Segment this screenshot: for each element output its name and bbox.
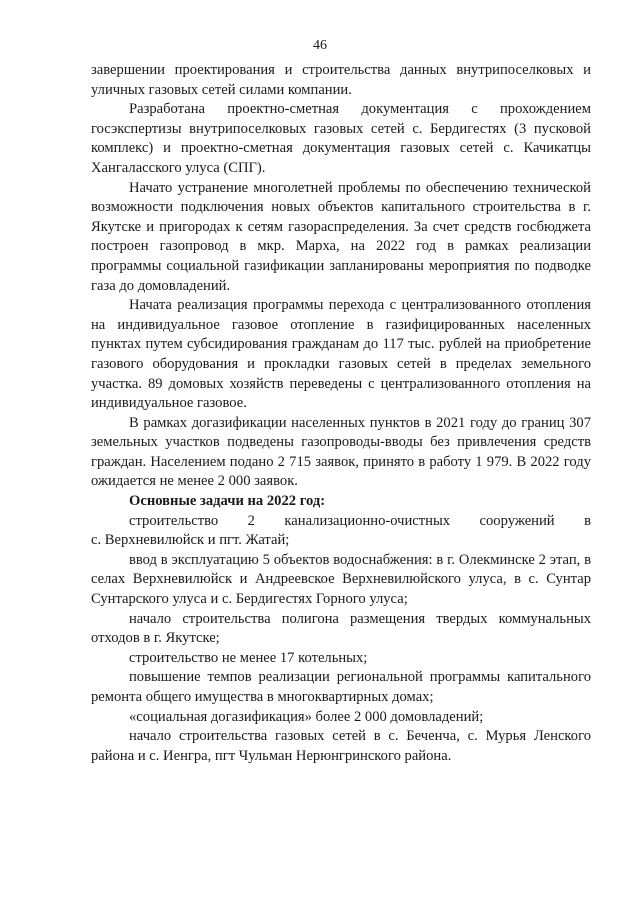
task-item-landfill: начало строительства полигона размещения твердых коммунальных отходов в г. Якутске; — [91, 610, 591, 647]
task-item-sewage-continuation: с. Верхневилюйск и пгт. Жатай; — [91, 532, 290, 549]
paragraph-additional-gasification: В рамках догазификации населенных пунктов в 2021 году до границ 307 земельных участков подведены газопроводы-вводы без привлечения средств граждан. Населением подано 2 715 заявок, принято в работу 1 979. В 2022 году ожидается не менее 2 000 заявок. — [91, 414, 591, 490]
page-number: 46 — [313, 38, 327, 53]
tasks-heading: Основные задачи на 2022 год: — [129, 493, 326, 510]
task-item-sewage-first-line: строительство 2 канализационно-очистных сооружений в — [129, 512, 591, 529]
body-text — [91, 61, 591, 766]
paragraph-heating-transition: Начата реализация программы перехода с централизованного отопления на индивидуальное газовое отопление в газифицированных населенных пунктах путем субсидирования гражданам до 117 тыс. рублей на приобретение газового оборудования и прокладки газовых сетей в пределах земельного участка. 89 домовых хозяйств переведены с централизованного отопления на индивидуальное газовое. — [91, 297, 591, 412]
task-item-capital-repair: повышение темпов реализации региональной программы капитального ремонта общего имущества в многоквартирных домах; — [91, 669, 591, 705]
paragraph-design-completion: завершении проектирования и строительства данных внутрипоселковых и уличных газовых сетей силами компании. — [91, 62, 591, 98]
paragraph-design-documentation: Разработана проектно-сметная документация с прохождением госэкспертизы внутрипоселковых газовых сетей с. Бердигестях (3 пусковой комплекс) и проектно-сметная документация газовых сетей с. Качикатцы Хангаласского улуса (СПГ). — [91, 101, 591, 176]
task-item-water-supply: ввод в эксплуатацию 5 объектов водоснабжения: в г. Олекминске 2 этап, в селах Верхневилюйск и Андреевское Верхневилюйского улуса, в с. Сунтар Сунтарского улуса и с. Бердигестях Горного улуса; — [91, 551, 591, 608]
task-item-social-gasification: «социальная догазификация» более 2 000 домовладений; — [129, 708, 484, 725]
task-item-gas-networks: начало строительства газовых сетей в с. Беченча, с. Мурья Ленского района и с. Иенгра, пгт Чульман Нерюнгринского района. — [91, 728, 591, 764]
paragraph-connection-problem: Начато устранение многолетней проблемы по обеспечению технической возможности подключения новых объектов капитального строительства в г. Якутске и пригородах к сетям газораспределения. За счет средств госбюджета построен газопровод в мкр. Марха, на 2022 год в рамках реализации программы социальной газификации запланированы мероприятия по подводке газа до домовладений. — [91, 179, 591, 294]
task-item-boiler-houses: строительство не менее 17 котельных; — [129, 649, 368, 666]
